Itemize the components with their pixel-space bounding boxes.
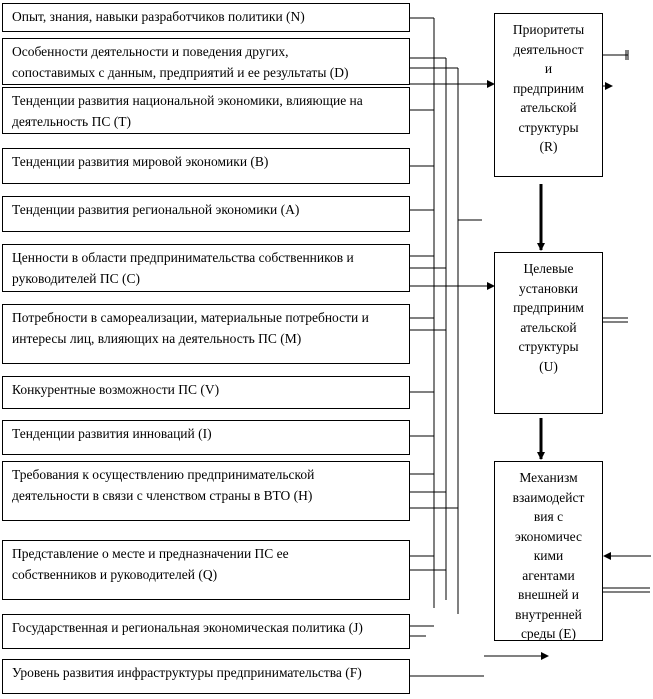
result-label-line: внутренней <box>515 606 582 622</box>
factor-box-d <box>2 38 410 85</box>
result-label-line: вия с <box>533 509 564 524</box>
factor-label-line: Уровень развития инфраструктуры предпринимательства (F) <box>12 665 362 680</box>
result-label-line: взаимодейст <box>512 489 585 505</box>
factor-label-line: деятельности в связи с членством страны в ВТО (H) <box>12 488 313 503</box>
factor-box-t <box>2 87 410 134</box>
factor-box-f <box>2 659 410 694</box>
result-box-r <box>494 13 603 177</box>
result-box-u <box>494 252 603 414</box>
result-label-line: и <box>544 61 553 76</box>
factor-label-line: интересы лиц, влияющих на деятельность ПС (M) <box>12 331 302 346</box>
result-label-line: ательской <box>520 319 577 335</box>
result-label-line: агентами <box>522 567 575 583</box>
result-label-line: деятельност <box>513 41 584 57</box>
result-label-line: установки <box>519 280 578 296</box>
factor-label-line: Ценности в области предпринимательства собственников и <box>12 250 354 265</box>
factor-box-a <box>2 196 410 232</box>
factor-label-line: собственников и руководителей (Q) <box>12 567 218 582</box>
factor-label-line: Потребности в самореализации, материальные потребности и <box>12 310 369 325</box>
result-label-line: предприним <box>513 80 584 96</box>
result-label-line: структуры <box>518 339 579 354</box>
result-label-line: (R) <box>539 139 558 154</box>
result-label-line: Механизм <box>519 470 578 485</box>
factor-label-line: деятельность ПС (T) <box>12 114 131 129</box>
factor-label-line: Представление о месте и предназначении ПС ее <box>12 546 289 561</box>
factor-label-line: Тенденции развития национальной экономики, влияющие на <box>12 93 363 108</box>
result-label-line: среды (E) <box>520 626 577 641</box>
factor-box-h <box>2 461 410 521</box>
result-label-line: экономичес <box>514 528 582 544</box>
result-label-line: внешней и <box>517 587 580 602</box>
factor-box-b <box>2 148 410 184</box>
result-label-line: кими <box>533 548 564 563</box>
factor-label-line: Опыт, знания, навыки разработчиков политики (N) <box>12 9 305 24</box>
factor-label-line: Тенденции развития инноваций (I) <box>12 426 212 441</box>
factor-label-line: Требования к осуществлению предпринимательской <box>12 467 315 482</box>
factor-label-line: руководителей ПС (C) <box>12 271 141 286</box>
result-label-line: Целевые <box>523 261 574 276</box>
factor-box-m <box>2 304 410 364</box>
factor-label-line: Конкурентные возможности ПС (V) <box>12 382 220 397</box>
factor-box-n <box>2 3 410 32</box>
factor-box-v <box>2 376 410 409</box>
result-label-line: структуры <box>518 119 579 135</box>
factor-box-q <box>2 540 410 600</box>
factor-label-line: сопоставимых с данным, предприятий и ее результаты (D) <box>12 65 349 80</box>
factor-label-line: Государственная и региональная экономическая политика (J) <box>12 620 363 635</box>
factor-box-i <box>2 420 410 455</box>
result-label-line: предприним <box>513 300 584 315</box>
result-label-line: ательской <box>520 100 577 115</box>
factor-box-j <box>2 614 410 649</box>
factor-box-c <box>2 244 410 292</box>
factor-label-line: Особенности деятельности и поведения других, <box>12 44 289 59</box>
result-label-line: Приоритеты <box>512 22 585 37</box>
factor-label-line: Тенденции развития региональной экономики (A) <box>12 202 300 217</box>
result-box-e <box>494 461 603 641</box>
result-label-line: (U) <box>539 358 558 374</box>
factor-label-line: Тенденции развития мировой экономики (B) <box>12 154 269 169</box>
